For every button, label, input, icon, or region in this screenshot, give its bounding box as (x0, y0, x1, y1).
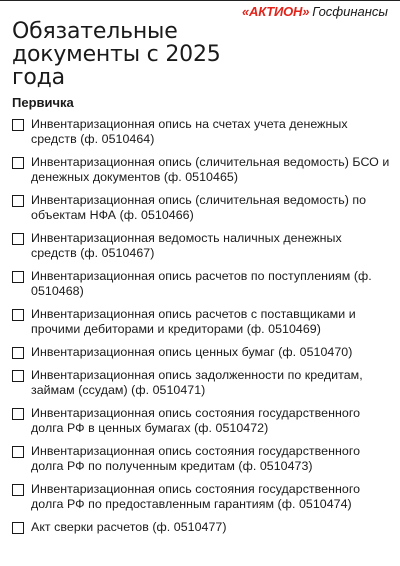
top-divider (0, 0, 400, 1)
checklist-item-label: Инвентаризационная опись расчетов с поставщиками и прочими дебиторами и кредиторами (ф. 0510469) (31, 307, 356, 336)
checklist-item (12, 155, 390, 185)
brand-logo (242, 4, 388, 19)
checkbox[interactable] (12, 119, 24, 131)
checklist-item-label: Инвентаризационная опись состояния государственного долга РФ по предоставленным гарантиям (ф. 0510474) (31, 482, 361, 511)
checkbox[interactable] (12, 408, 24, 420)
checklist-item (12, 307, 390, 337)
checkbox[interactable] (12, 233, 24, 245)
checklist-item-label: Инвентаризационная опись расчетов по поступлениям (ф. 0510468) (31, 269, 372, 298)
checklist-item-label: Акт сверки расчетов (ф. 0510477) (31, 520, 227, 534)
checklist-item-label: Инвентаризационная опись (сличительная ведомость) БСО и денежных документов (ф. 0510465) (31, 155, 390, 184)
checkbox[interactable] (12, 271, 24, 283)
checkbox[interactable] (12, 370, 24, 382)
checkbox[interactable] (12, 522, 24, 534)
checkbox[interactable] (12, 157, 24, 169)
checkbox[interactable] (12, 195, 24, 207)
checklist-item (12, 345, 390, 360)
checklist-item (12, 444, 390, 474)
checklist (12, 117, 390, 543)
checklist-item (12, 520, 390, 535)
checkbox[interactable] (12, 446, 24, 458)
checklist-item-label: Инвентаризационная опись на счетах учета денежных средств (ф. 0510464) (31, 117, 348, 146)
checklist-item-label: Инвентаризационная опись состояния государственного долга РФ в ценных бумагах (ф. 0510472) (31, 406, 361, 435)
checklist-item-label: Инвентаризационная ведомость наличных денежных средств (ф. 0510467) (31, 231, 342, 260)
brand-name: Госфинансы (312, 4, 388, 19)
checkbox[interactable] (12, 309, 24, 321)
section-title: Первичка (12, 95, 74, 110)
checklist-item (12, 117, 390, 147)
checklist-item-label: Инвентаризационная опись ценных бумаг (ф. 0510470) (31, 345, 353, 359)
page-title: Обязательные документы с 2025 года (12, 19, 221, 90)
checklist-item (12, 231, 390, 261)
checklist-item-label: Инвентаризационная опись состояния государственного долга РФ по полученным кредитам (ф. 0510473) (31, 444, 361, 473)
checkbox[interactable] (12, 347, 24, 359)
checklist-item (12, 406, 390, 436)
checklist-item (12, 368, 390, 398)
checklist-item (12, 193, 390, 223)
checklist-item (12, 269, 390, 299)
checklist-item-label: Инвентаризационная опись задолженности по кредитам, займам (ссудам) (ф. 0510471) (31, 368, 363, 397)
checklist-item-label: Инвентаризационная опись (сличительная ведомость) по объектам НФА (ф. 0510466) (31, 193, 367, 222)
brand-logo-mark: «АКТИОН» (242, 4, 310, 19)
checklist-item (12, 482, 390, 512)
checkbox[interactable] (12, 484, 24, 496)
